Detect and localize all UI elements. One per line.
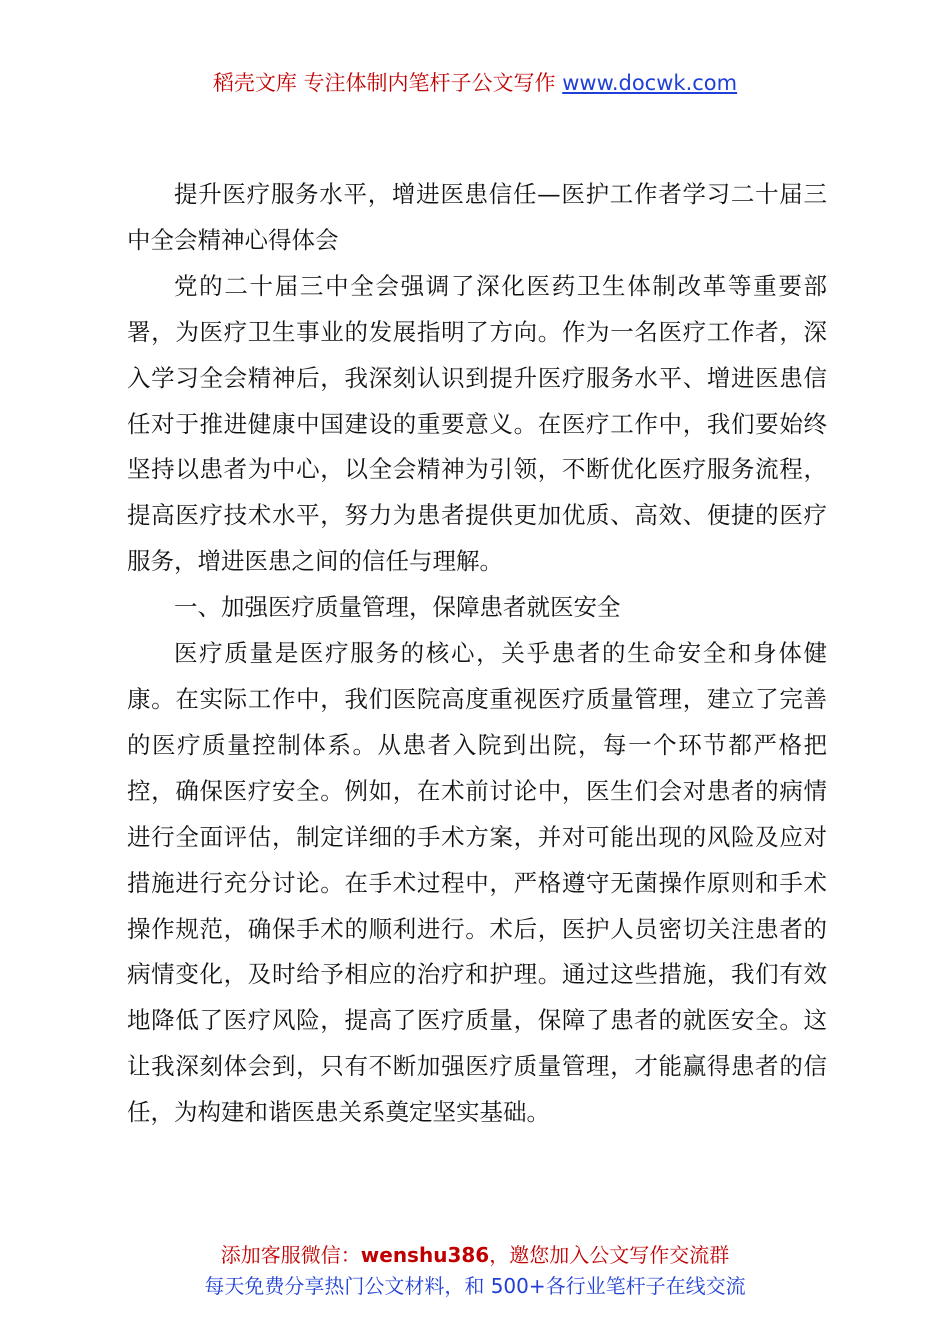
page-footer: [0, 1240, 950, 1302]
header-brand: 稻壳文库 专注体制内笔杆子公文写作: [212, 71, 563, 95]
page-header: [0, 68, 950, 98]
intro-paragraph: 党的二十届三中全会强调了深化医药卫生体制改革等重要部署，为医疗卫生事业的发展指明了方向。作为一名医疗工作者，深入学习全会精神后，我深刻认识到提升医疗服务水平、增进医患信任对于推进健康中国建设的重要意义。在医疗工作中，我们要始终坚持以患者为中心，以全会精神为引领，不断优化医疗服务流程，提高医疗技术水平，努力为患者提供更加优质、高效、便捷的医疗服务，增进医患之间的信任与理解。: [127, 271, 827, 576]
header-url-link[interactable]: www.docwk.com: [562, 71, 738, 95]
footer-wechat-id: wenshu386: [360, 1243, 490, 1267]
section-1-heading: 一、加强医疗质量管理，保障患者就医安全: [174, 593, 621, 622]
section-1-paragraph: 医疗质量是医疗服务的核心，关乎患者的生命安全和身体健康。在实际工作中，我们医院高度重视医疗质量管理，建立了完善的医疗质量控制体系。从患者入院到出院，每一个环节都严格把控，确保医疗安全。例如，在术前讨论中，医生们会对患者的病情进行全面评估，制定详细的手术方案，并对可能出现的风险及应对措施进行充分讨论。在手术过程中，严格遵守无菌操作原则和手术操作规范，确保手术的顺利进行。术后，医护人员密切关注患者的病情变化，及时给予相应的治疗和护理。通过这些措施，我们有效地降低了医疗风险，提高了医疗质量，保障了患者的就医安全。这让我深刻体会到，只有不断加强医疗质量管理，才能赢得患者的信任，为构建和谐医患关系奠定坚实基础。: [127, 639, 827, 1127]
footer-wechat-prefix: 添加客服微信：: [220, 1243, 361, 1267]
footer-wechat-suffix: ，邀您加入公文写作交流群: [489, 1243, 730, 1267]
document-title: 提升医疗服务水平，增进医患信任—医护工作者学习二十届三中全会精神心得体会: [127, 180, 827, 254]
footer-wechat-line: [0, 1240, 950, 1271]
document-body: [127, 172, 827, 1136]
footer-share-line: 每天免费分享热门公文材料，和 500+各行业笔杆子在线交流: [204, 1274, 746, 1298]
